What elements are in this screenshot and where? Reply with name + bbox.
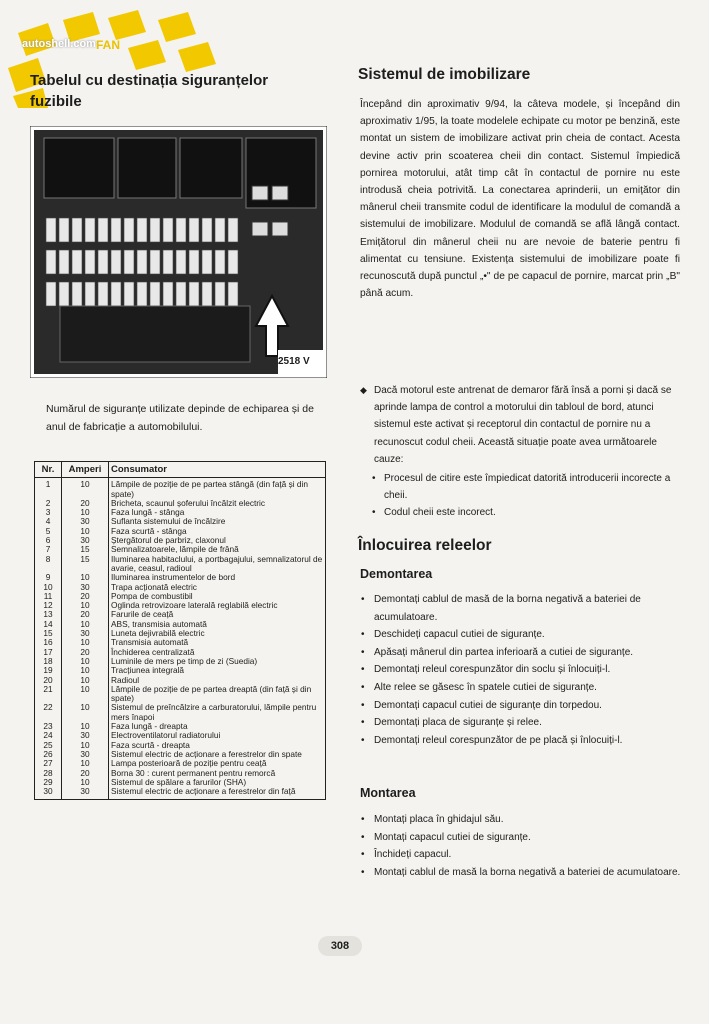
cell-amp: 20 [62,648,109,657]
cell-nr: 16 [35,638,62,647]
cell-nr: 6 [35,536,62,545]
fuse-glyph [124,282,134,306]
cell-text: Suflanta sistemului de încălzire [109,517,326,526]
cell-nr: 8 [35,555,62,574]
fuse-glyph [202,250,212,274]
list-item: • Montați cablul de masă la borna negativă a bateriei de acumulatoare. [360,864,682,882]
list-item: • Demontați releul corespunzător de pe placă și înlocuiți-l. [360,732,682,750]
fuse-glyph [176,218,186,242]
list-item: • Demontați capacul cutiei de siguranțe din torpedou. [360,697,682,715]
cell-nr: 29 [35,778,62,787]
table-row [35,555,326,574]
cell-nr: 18 [35,657,62,666]
cell-nr: 30 [35,787,62,800]
cell-text: Faza lungă - stânga [109,508,326,517]
col-header-amperi: Amperi [62,462,109,478]
fuse-intro-paragraph: Numărul de siguranțe utilizate depinde de echiparea și de anul de fabricație a automobilului. [46,403,314,433]
fuse-glyph [59,282,69,306]
cell-nr: 3 [35,508,62,517]
cell-amp: 30 [62,787,109,800]
cell-amp: 15 [62,545,109,554]
bullet-icon: • [361,866,365,878]
cell-amp: 30 [62,629,109,638]
cell-nr: 7 [35,545,62,554]
cell-nr: 23 [35,722,62,731]
cell-nr: 2 [35,499,62,508]
cell-nr: 5 [35,527,62,536]
fuse-glyph [111,282,121,306]
cell-text: Lămpile de poziție de pe partea dreaptă (din față și din spate) [109,685,326,704]
bullet-icon: • [361,594,365,605]
fuse-glyph [202,218,212,242]
watermark-site: autoshell.com [22,38,96,50]
fuse-glyph [98,282,108,306]
cell-nr: 15 [35,629,62,638]
fuse-box-diagram [30,126,327,378]
fuse-glyph [228,282,238,306]
fuse-glyph [46,218,56,242]
cell-text: Iluminarea instrumentelor de bord [109,573,326,582]
cell-text: Bricheta, scaunul șoferului încălzit electric [109,499,326,508]
cell-amp: 10 [62,638,109,647]
bullet-icon: • [361,814,365,825]
cell-text: Semnalizatoarele, lămpile de frână [109,545,326,554]
fuse-glyph [59,250,69,274]
page-number: 308 [318,936,362,956]
cell-amp: 15 [62,555,109,574]
cell-text: Tracțiunea integrală [109,666,326,675]
cell-nr: 26 [35,750,62,759]
cell-nr: 27 [35,759,62,768]
cell-amp: 10 [62,685,109,704]
fuse-glyph [111,250,121,274]
cell-nr: 1 [35,478,62,499]
list-item: • Montați capacul cutiei de siguranțe. [360,829,682,847]
bullet-icon: • [361,681,365,693]
table-row [35,478,326,499]
cell-text: Trapa acționată electric [109,583,326,592]
bullet-icon: • [361,734,365,746]
cell-amp: 10 [62,620,109,629]
bullet-icon: • [361,717,365,729]
bullet-icon: • [361,831,365,843]
cell-amp: 10 [62,657,109,666]
cell-amp: 30 [62,731,109,740]
cell-nr: 17 [35,648,62,657]
fuse-glyph [202,282,212,306]
diamond-note-text: Dacă motorul este antrenat de demaror fără însă a porni și dacă se aprinde lampa de control a motorului din tabloul de bord, atunci sistemul este activat și receptorul din contactul de pornire nu a recunoscut codul cheii. Această situație poate avea următoarele cauze: [374,385,672,465]
removal-steps [360,591,682,749]
relays-title: Înlocuirea releelor [358,537,492,554]
cell-text: Faza scurtă - stânga [109,527,326,536]
cell-nr: 21 [35,685,62,704]
list-item: • Procesul de citire este împiedicat datorită introducerii incorecte a cheii. [372,473,671,502]
fuse-glyph [98,218,108,242]
cell-nr: 22 [35,703,62,722]
cell-amp: 30 [62,517,109,526]
immobilizer-intro: Începând din aproximativ 9/94, la câteva modele, și începând din aproximativ 1/95, la toate modelele echipate cu motor pe benzină, este montat un sistem de imobilizare activat prin cheia de contact. Acesta devine activ prin scoaterea cheii din contact. Sistemul împiedică pornirea motorului, atât timp cât în contactul de pornire nu este introdusă cheia potrivită. La conectarea aprinderii, un emițător din mânerul cheii transmite codul de identificare la modulul de comandă a sistemului de imobilizare. Modulul de comandă se află lângă contact. Emițătorul din mânerul cheii nu are nevoie de baterie pentru fi alimentat cu tensiune. Existența sistemului de imobilizare poate fi recunoscută după punctul „•" de pe capacul de pornire, marcat prin „B" până acum. [360,99,680,300]
table-row [35,601,326,610]
cell-amp: 10 [62,478,109,499]
list-item: • Deschideți capacul cutiei de siguranțe. [360,626,682,644]
bullet-icon: • [361,699,365,711]
fuse-glyph [228,250,238,274]
fuse-glyph [150,250,160,274]
cell-text: Electroventilatorul radiatorului [109,731,326,740]
bullet-icon: • [361,629,365,641]
list-item: • Apăsați mânerul din partea inferioară a cutiei de siguranțe. [360,644,682,662]
causes-list [372,470,680,522]
fuse-glyph [189,282,199,306]
cell-text: Sistemul electric de acționare a ferestrelor din spate [109,750,326,759]
cell-amp: 10 [62,759,109,768]
fuse-glyph [137,282,147,306]
cell-nr: 19 [35,666,62,675]
diamond-note [360,382,682,468]
fuse-glyph [163,282,173,306]
fuse-glyph [215,282,225,306]
cell-nr: 13 [35,610,62,619]
fuse-glyph [137,218,147,242]
fuse-glyph [72,250,82,274]
cell-nr: 10 [35,583,62,592]
fuse-glyph [72,282,82,306]
cell-nr: 11 [35,592,62,601]
cell-text: Borna 30 : curent permanent pentru remorcă [109,769,326,778]
cell-text: Luminile de mers pe timp de zi (Suedia) [109,657,326,666]
fuse-glyph [176,250,186,274]
table-row [35,666,326,675]
mount-steps [360,811,682,881]
immobilizer-title: Sistemul de imobilizare [358,66,531,83]
fuse-glyph [189,250,199,274]
cell-amp: 10 [62,601,109,610]
cell-text: Pompa de combustibil [109,592,326,601]
list-item: • Demontați releul corespunzător din soclu și înlocuiți-l. [360,661,682,679]
cell-amp: 10 [62,741,109,750]
cell-amp: 10 [62,676,109,685]
fuse-glyph [150,282,160,306]
fuse-glyph [85,218,95,242]
fuse-glyph [98,250,108,274]
cell-text: Iluminarea habitaclului, a portbagajului, semnalizatorul de avarie, ceasul, radioul [109,555,326,574]
cell-text: Farurile de ceață [109,610,326,619]
fuse-glyph [163,218,173,242]
cell-amp: 20 [62,610,109,619]
cell-text: Sistemul de preîncălzire a carburatorului, lămpile pentru mers înapoi [109,703,326,722]
cell-amp: 10 [62,778,109,787]
fuse-glyph [85,250,95,274]
list-item: • Montați placa în ghidajul său. [360,811,682,829]
cell-amp: 10 [62,703,109,722]
cell-amp: 10 [62,722,109,731]
cell-amp: 30 [62,750,109,759]
cell-nr: 9 [35,573,62,582]
cell-nr: 20 [35,676,62,685]
cell-text: Radioul [109,676,326,685]
fuse-glyph [85,282,95,306]
bullet-icon: • [361,646,365,658]
fuse-glyph [72,218,82,242]
cell-text: Ștergătorul de parbriz, claxonul [109,536,326,545]
fuse-glyph [111,218,121,242]
col-header-consumator: Consumator [109,462,326,478]
fuse-glyph [228,218,238,242]
list-item: • Codul cheii este incorect. [372,507,496,519]
fuse-glyph [215,218,225,242]
list-item: • Demontați placa de siguranțe și relee. [360,714,682,732]
fuse-glyph [46,250,56,274]
fuse-glyph [124,218,134,242]
col-header-nr: Nr. [35,462,62,478]
fuse-glyph [137,250,147,274]
cell-amp: 30 [62,536,109,545]
cell-amp: 10 [62,573,109,582]
fuse-glyph [215,250,225,274]
cell-text: Lămpile de poziție de pe partea stângă (din față și din spate) [109,478,326,499]
bullet-icon: • [361,849,365,861]
list-item: • Închideți capacul. [360,846,682,864]
cell-text: Faza lungă - dreapta [109,722,326,731]
mount-title: Montarea [360,786,416,800]
cell-nr: 24 [35,731,62,740]
fuse-glyph [59,218,69,242]
list-item: • Alte relee se găsesc în spatele cutiei de siguranțe. [360,679,682,697]
cell-text: Sistemul de spălare a farurilor (SHA) [109,778,326,787]
cell-amp: 20 [62,769,109,778]
cell-text: Transmisia automată [109,638,326,647]
cell-text: Închiderea centralizată [109,648,326,657]
cell-amp: 30 [62,583,109,592]
figure-tag: 2518 V [278,356,310,367]
list-item: • Demontați cablul de masă de la borna negativă a bateriei de acumulatoare. [360,591,682,626]
cell-nr: 12 [35,601,62,610]
cell-amp: 10 [62,527,109,536]
cell-amp: 10 [62,508,109,517]
cell-amp: 20 [62,592,109,601]
fuse-table-heading: Tabelul cu destinația siguranțelor fuzibile [30,72,269,110]
cell-text: Oglinda retrovizoare laterală reglabilă electric [109,601,326,610]
cell-text: Luneta dejivrabilă electric [109,629,326,638]
cell-nr: 4 [35,517,62,526]
cell-nr: 28 [35,769,62,778]
table-row [35,703,326,722]
fuse-glyph [176,282,186,306]
bullet-icon: • [361,664,365,676]
fuse-glyph [124,250,134,274]
fuse-glyph [150,218,160,242]
cell-text: Lampa posterioară de poziție pentru ceață [109,759,326,768]
cell-text: Faza scurtă - dreapta [109,741,326,750]
table-row [35,685,326,704]
table-row [35,787,326,800]
cell-text: ABS, transmisia automată [109,620,326,629]
fuse-glyph [163,250,173,274]
cell-nr: 25 [35,741,62,750]
cell-amp: 10 [62,666,109,675]
fuse-glyph [46,282,56,306]
fuse-glyph [189,218,199,242]
cell-nr: 14 [35,620,62,629]
diamond-bullet-icon: ◆ [360,385,367,395]
cell-text: Sistemul electric de acționare a ferestrelor din față [109,787,326,800]
cell-amp: 20 [62,499,109,508]
removal-title: Demontarea [360,567,433,581]
watermark-brand: FAN [96,38,120,52]
fuse-table [34,461,326,800]
